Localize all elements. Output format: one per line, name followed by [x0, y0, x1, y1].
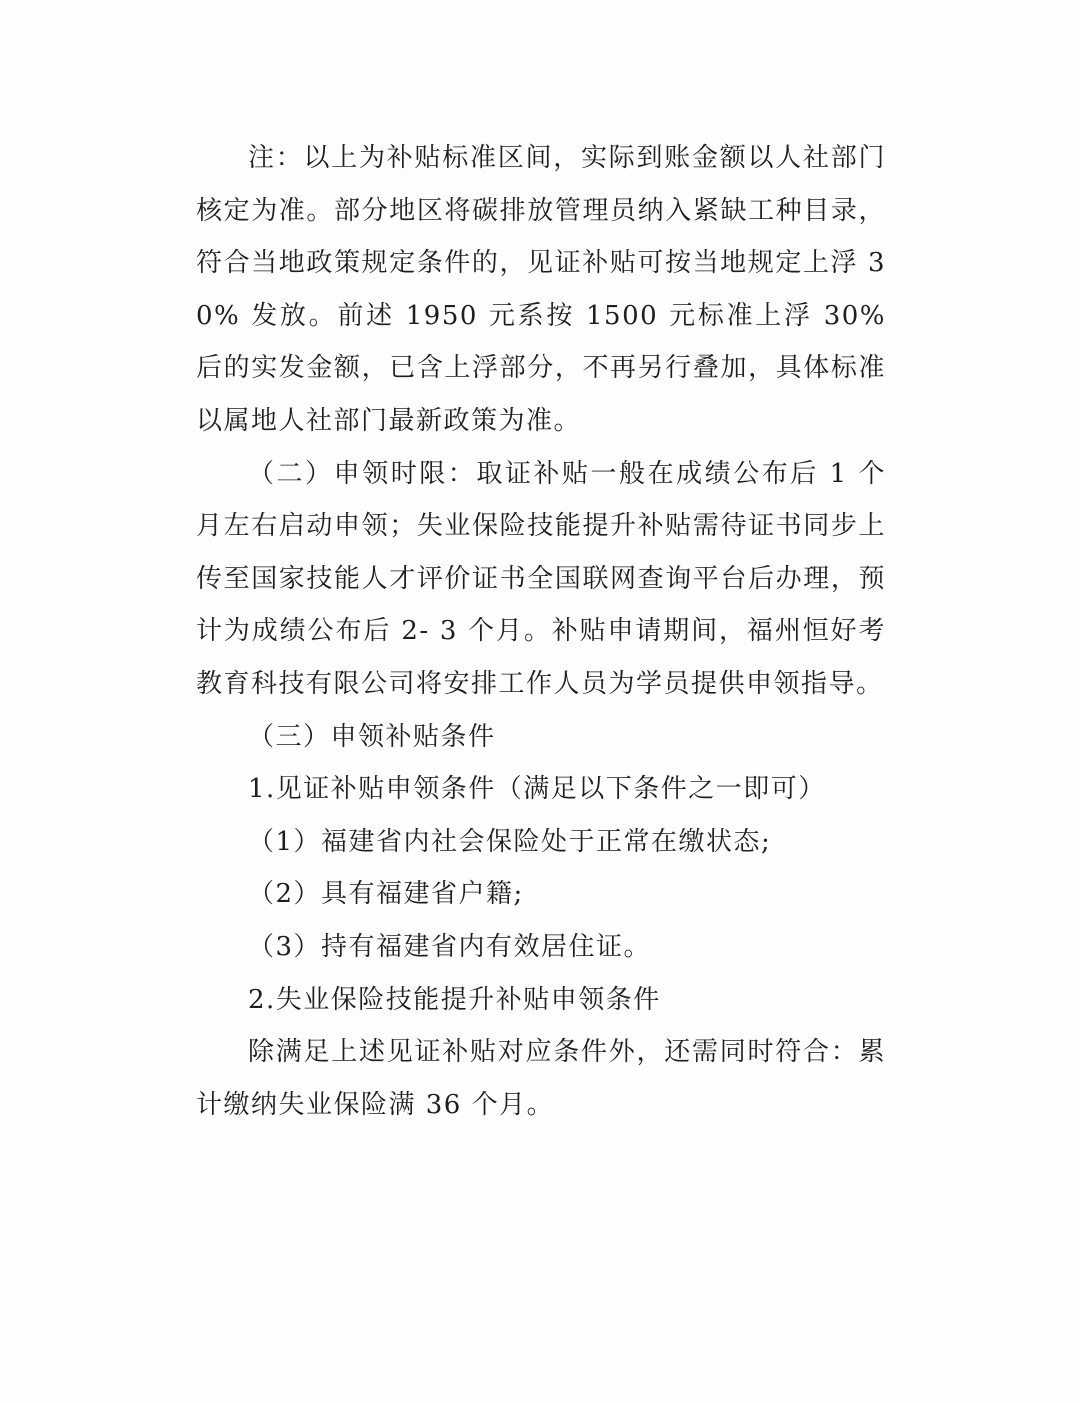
application-period-paragraph: （二）申领时限：取证补贴一般在成绩公布后 1 个月左右启动申领；失业保险技能提升补贴需待证书同步上传至国家技能人才评价证书全国联网查询平台后办理，预计为成绩公布后 2- 3 个月。补贴申请期间，福州恒好考教育科技有限公司将安排工作人员为学员提供申领指导。 — [196, 458, 886, 699]
subsection-heading-unemployment-subsidy: 2.失业保险技能提升补贴申领条件 — [248, 984, 661, 1015]
condition-item-1: （1）福建省内社会保险处于正常在缴状态; — [248, 826, 772, 857]
condition-item-2: （2）具有福建省户籍; — [248, 879, 524, 910]
note-paragraph: 注：以上为补贴标准区间，实际到账金额以人社部门核定为准。部分地区将碳排放管理员纳入紧缺工种目录，符合当地政策规定条件的，见证补贴可按当地规定上浮 30% 发放。前述 1950 元系按 1500 元标准上浮 30% 后的实发金额，已含上浮部分，不再另行叠加，具体标准以属地人社部门最新政策为准。 — [196, 143, 886, 436]
document-body — [196, 132, 886, 1131]
condition-item-3: （3）持有福建省内有效居住证。 — [248, 931, 652, 962]
unemployment-condition-paragraph: 除满足上述见证补贴对应条件外，还需同时符合：累计缴纳失业保险满 36 个月。 — [196, 1037, 886, 1120]
subsection-heading-witness-subsidy: 1.见证补贴申领条件（满足以下条件之一即可） — [248, 774, 826, 805]
section-heading-conditions: （三）申领补贴条件 — [248, 721, 496, 752]
